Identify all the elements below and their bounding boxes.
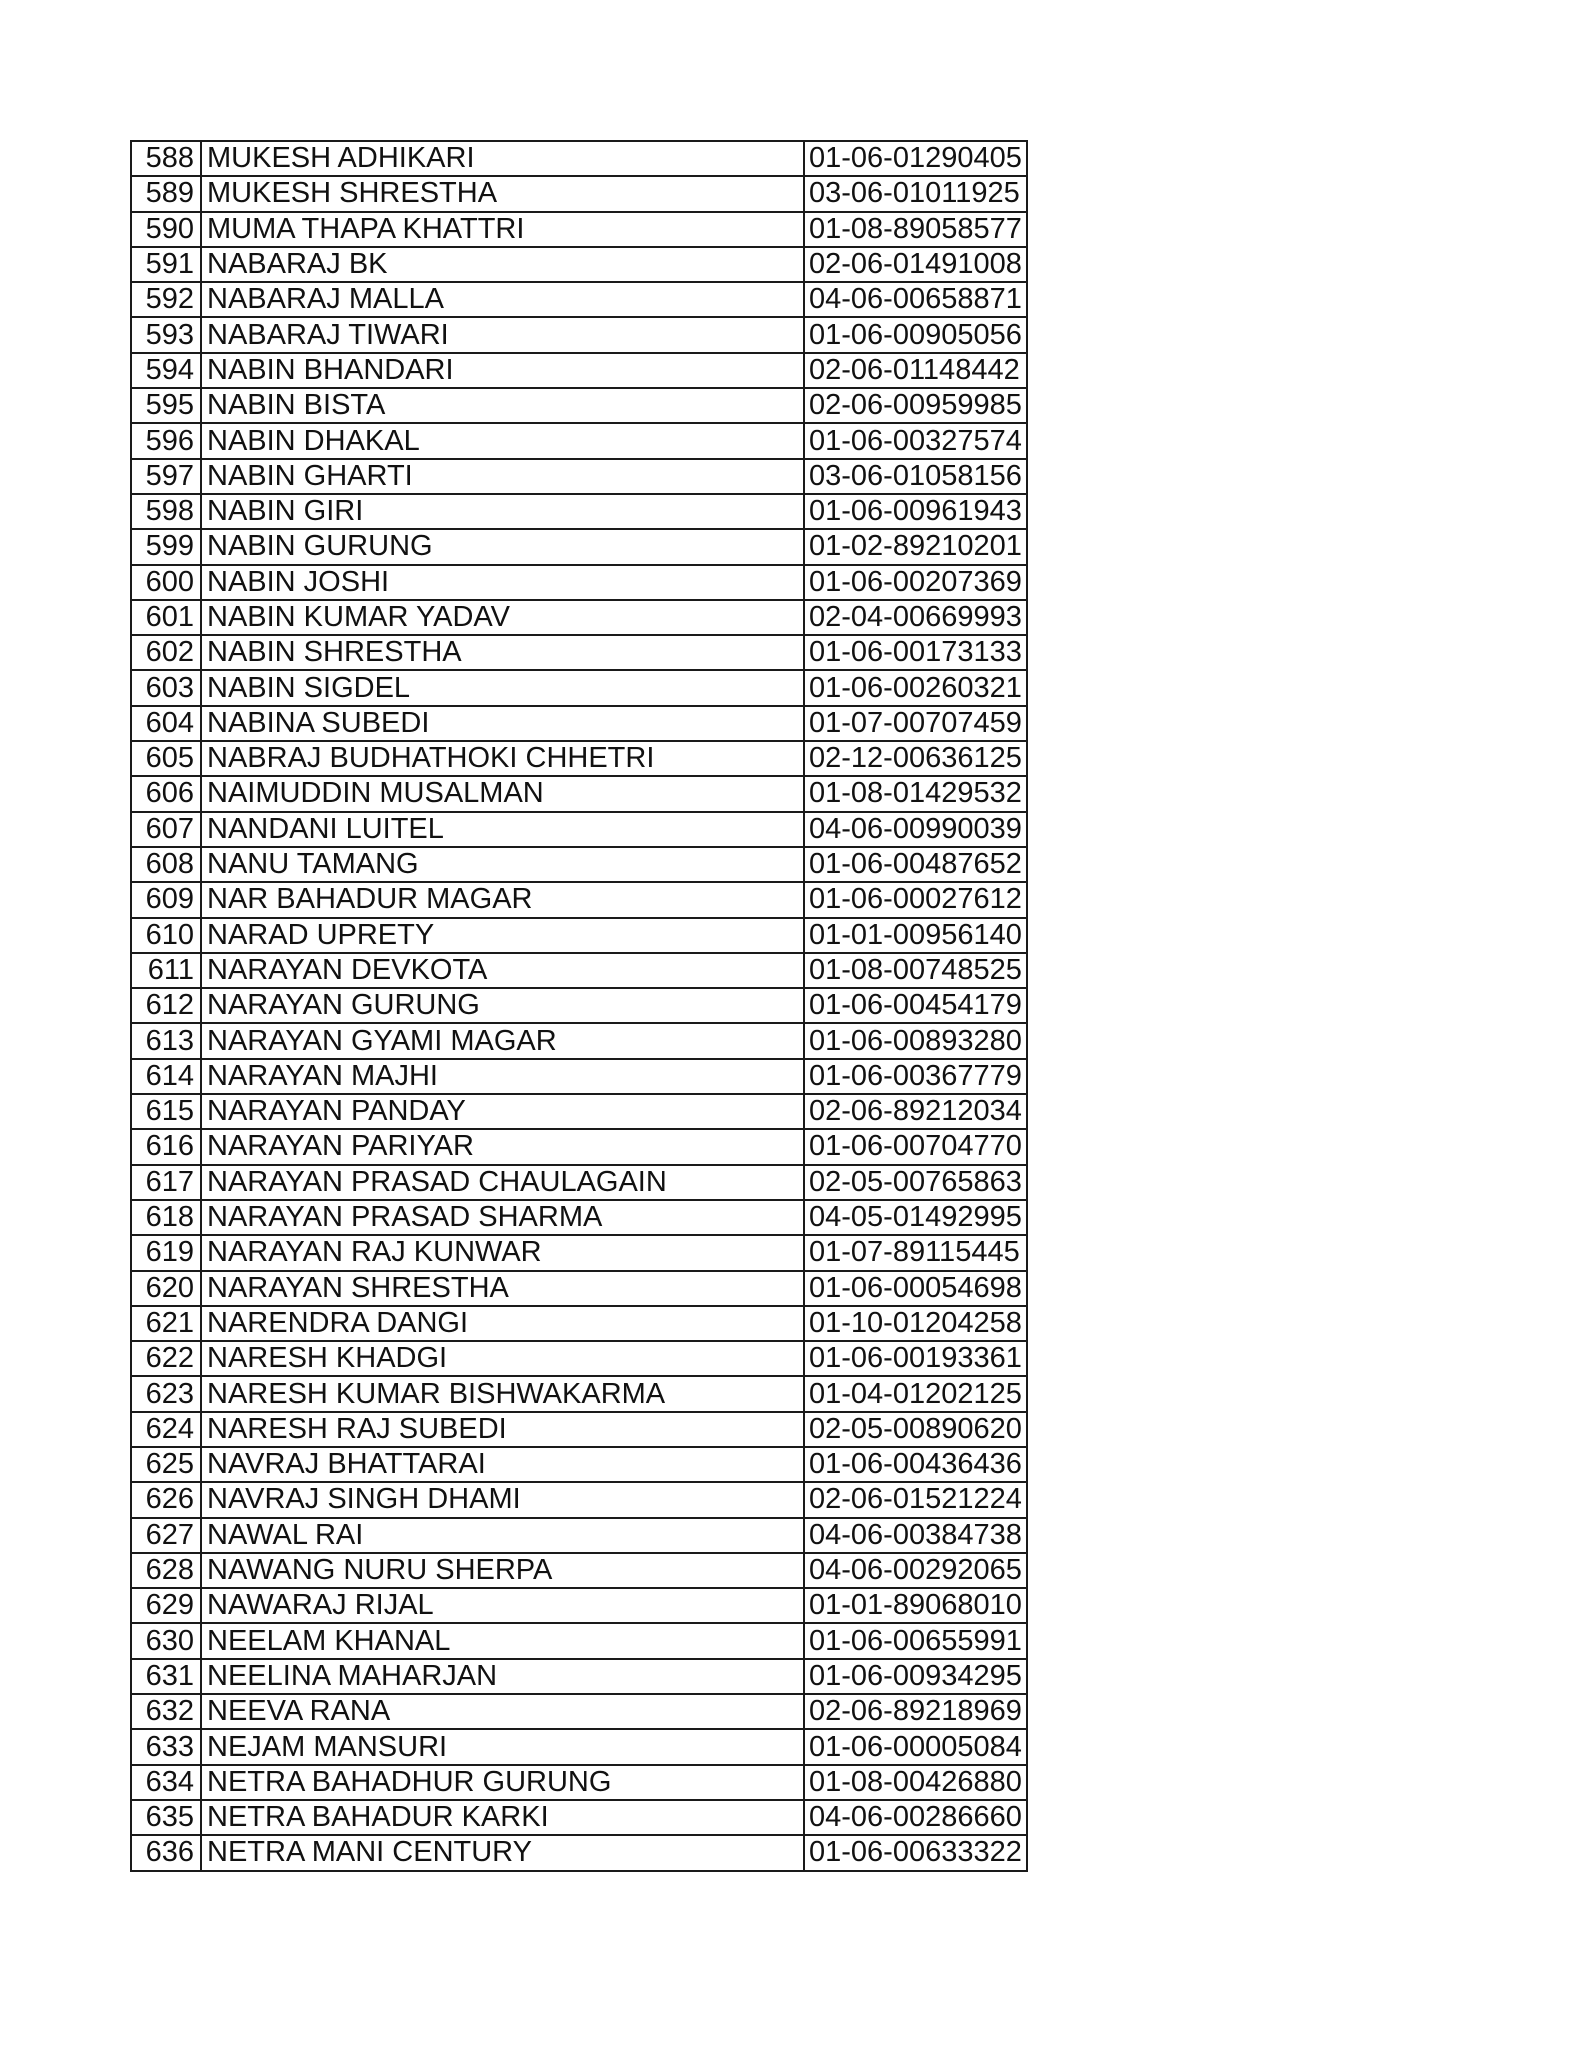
row-number-cell: 627 bbox=[131, 1518, 201, 1553]
table-row bbox=[131, 1412, 1027, 1447]
name-cell: NARAYAN MAJHI bbox=[201, 1059, 804, 1094]
table-row bbox=[131, 1165, 1027, 1200]
id-number-cell: 01-08-00426880 bbox=[804, 1765, 1027, 1800]
row-number-cell: 614 bbox=[131, 1059, 201, 1094]
table-row bbox=[131, 635, 1027, 670]
name-cell: NABIN KUMAR YADAV bbox=[201, 600, 804, 635]
row-number-cell: 594 bbox=[131, 353, 201, 388]
table-row bbox=[131, 1376, 1027, 1411]
row-number-cell: 606 bbox=[131, 776, 201, 811]
name-cell: NETRA MANI CENTURY bbox=[201, 1835, 804, 1870]
row-number-cell: 609 bbox=[131, 882, 201, 917]
name-cell: NARESH KHADGI bbox=[201, 1341, 804, 1376]
id-number-cell: 01-08-01429532 bbox=[804, 776, 1027, 811]
id-number-cell: 02-04-00669993 bbox=[804, 600, 1027, 635]
table-row bbox=[131, 847, 1027, 882]
name-cell: NAIMUDDIN MUSALMAN bbox=[201, 776, 804, 811]
table-row bbox=[131, 1341, 1027, 1376]
table-row bbox=[131, 1588, 1027, 1623]
row-number-cell: 628 bbox=[131, 1553, 201, 1588]
row-number-cell: 616 bbox=[131, 1129, 201, 1164]
id-number-cell: 02-06-01521224 bbox=[804, 1482, 1027, 1517]
name-cell: NETRA BAHADUR KARKI bbox=[201, 1800, 804, 1835]
id-number-cell: 02-05-00765863 bbox=[804, 1165, 1027, 1200]
table-row bbox=[131, 670, 1027, 705]
table-row bbox=[131, 1800, 1027, 1835]
table-row bbox=[131, 1094, 1027, 1129]
row-number-cell: 610 bbox=[131, 918, 201, 953]
id-number-cell: 01-06-00005084 bbox=[804, 1729, 1027, 1764]
table-row bbox=[131, 1659, 1027, 1694]
row-number-cell: 619 bbox=[131, 1235, 201, 1270]
name-cell: NABIN BISTA bbox=[201, 388, 804, 423]
name-cell: NEJAM MANSURI bbox=[201, 1729, 804, 1764]
name-cell: MUKESH SHRESTHA bbox=[201, 176, 804, 211]
id-number-cell: 03-06-01058156 bbox=[804, 459, 1027, 494]
name-cell: NARAD UPRETY bbox=[201, 918, 804, 953]
table-row bbox=[131, 1235, 1027, 1270]
row-number-cell: 593 bbox=[131, 317, 201, 352]
id-number-cell: 01-06-00961943 bbox=[804, 494, 1027, 529]
name-cell: MUKESH ADHIKARI bbox=[201, 141, 804, 176]
id-number-cell: 02-06-89218969 bbox=[804, 1694, 1027, 1729]
name-cell: NABIN BHANDARI bbox=[201, 353, 804, 388]
roster-table bbox=[130, 140, 1028, 1872]
table-row bbox=[131, 1518, 1027, 1553]
table-row bbox=[131, 1059, 1027, 1094]
id-number-cell: 01-06-00934295 bbox=[804, 1659, 1027, 1694]
id-number-cell: 01-06-00454179 bbox=[804, 988, 1027, 1023]
table-row bbox=[131, 988, 1027, 1023]
name-cell: NABIN SHRESTHA bbox=[201, 635, 804, 670]
name-cell: MUMA THAPA KHATTRI bbox=[201, 212, 804, 247]
id-number-cell: 02-06-01491008 bbox=[804, 247, 1027, 282]
id-number-cell: 01-06-00633322 bbox=[804, 1835, 1027, 1870]
name-cell: NARESH RAJ SUBEDI bbox=[201, 1412, 804, 1447]
table-row bbox=[131, 494, 1027, 529]
id-number-cell: 01-01-00956140 bbox=[804, 918, 1027, 953]
name-cell: NARAYAN GYAMI MAGAR bbox=[201, 1023, 804, 1058]
id-number-cell: 01-06-00655991 bbox=[804, 1623, 1027, 1658]
name-cell: NAWAL RAI bbox=[201, 1518, 804, 1553]
table-row bbox=[131, 918, 1027, 953]
table-row bbox=[131, 1835, 1027, 1870]
name-cell: NANU TAMANG bbox=[201, 847, 804, 882]
id-number-cell: 04-06-00658871 bbox=[804, 282, 1027, 317]
id-number-cell: 01-06-00260321 bbox=[804, 670, 1027, 705]
id-number-cell: 01-06-00054698 bbox=[804, 1271, 1027, 1306]
row-number-cell: 605 bbox=[131, 741, 201, 776]
id-number-cell: 04-06-00292065 bbox=[804, 1553, 1027, 1588]
row-number-cell: 618 bbox=[131, 1200, 201, 1235]
name-cell: NABARAJ MALLA bbox=[201, 282, 804, 317]
id-number-cell: 01-06-00704770 bbox=[804, 1129, 1027, 1164]
table-row bbox=[131, 1306, 1027, 1341]
name-cell: NANDANI LUITEL bbox=[201, 812, 804, 847]
id-number-cell: 01-06-00193361 bbox=[804, 1341, 1027, 1376]
name-cell: NEELAM KHANAL bbox=[201, 1623, 804, 1658]
table-row bbox=[131, 776, 1027, 811]
table-row bbox=[131, 141, 1027, 176]
table-row bbox=[131, 1729, 1027, 1764]
table-row bbox=[131, 565, 1027, 600]
table-row bbox=[131, 1694, 1027, 1729]
row-number-cell: 636 bbox=[131, 1835, 201, 1870]
row-number-cell: 590 bbox=[131, 212, 201, 247]
name-cell: NARAYAN PANDAY bbox=[201, 1094, 804, 1129]
name-cell: NABIN GHARTI bbox=[201, 459, 804, 494]
id-number-cell: 03-06-01011925 bbox=[804, 176, 1027, 211]
row-number-cell: 611 bbox=[131, 953, 201, 988]
row-number-cell: 597 bbox=[131, 459, 201, 494]
name-cell: NARAYAN RAJ KUNWAR bbox=[201, 1235, 804, 1270]
name-cell: NETRA BAHADHUR GURUNG bbox=[201, 1765, 804, 1800]
name-cell: NAWANG NURU SHERPA bbox=[201, 1553, 804, 1588]
name-cell: NARENDRA DANGI bbox=[201, 1306, 804, 1341]
row-number-cell: 629 bbox=[131, 1588, 201, 1623]
name-cell: NABIN GURUNG bbox=[201, 529, 804, 564]
row-number-cell: 635 bbox=[131, 1800, 201, 1835]
id-number-cell: 02-06-00959985 bbox=[804, 388, 1027, 423]
id-number-cell: 02-06-01148442 bbox=[804, 353, 1027, 388]
id-number-cell: 02-05-00890620 bbox=[804, 1412, 1027, 1447]
id-number-cell: 01-06-00327574 bbox=[804, 423, 1027, 458]
row-number-cell: 596 bbox=[131, 423, 201, 458]
id-number-cell: 01-06-00027612 bbox=[804, 882, 1027, 917]
id-number-cell: 01-06-00436436 bbox=[804, 1447, 1027, 1482]
table-row bbox=[131, 282, 1027, 317]
row-number-cell: 607 bbox=[131, 812, 201, 847]
row-number-cell: 591 bbox=[131, 247, 201, 282]
id-number-cell: 01-07-00707459 bbox=[804, 706, 1027, 741]
row-number-cell: 634 bbox=[131, 1765, 201, 1800]
name-cell: NABIN JOSHI bbox=[201, 565, 804, 600]
table-row bbox=[131, 882, 1027, 917]
id-number-cell: 01-06-00905056 bbox=[804, 317, 1027, 352]
table-row bbox=[131, 1023, 1027, 1058]
id-number-cell: 01-06-01290405 bbox=[804, 141, 1027, 176]
table-row bbox=[131, 741, 1027, 776]
name-cell: NAVRAJ SINGH DHAMI bbox=[201, 1482, 804, 1517]
name-cell: NEEVA RANA bbox=[201, 1694, 804, 1729]
row-number-cell: 603 bbox=[131, 670, 201, 705]
name-cell: NARAYAN PRASAD SHARMA bbox=[201, 1200, 804, 1235]
row-number-cell: 630 bbox=[131, 1623, 201, 1658]
table-row bbox=[131, 1129, 1027, 1164]
id-number-cell: 04-06-00990039 bbox=[804, 812, 1027, 847]
row-number-cell: 602 bbox=[131, 635, 201, 670]
table-row bbox=[131, 1482, 1027, 1517]
table-row bbox=[131, 353, 1027, 388]
table-row bbox=[131, 176, 1027, 211]
name-cell: NARESH KUMAR BISHWAKARMA bbox=[201, 1376, 804, 1411]
id-number-cell: 01-02-89210201 bbox=[804, 529, 1027, 564]
table-row bbox=[131, 1200, 1027, 1235]
id-number-cell: 01-06-00173133 bbox=[804, 635, 1027, 670]
id-number-cell: 01-06-00367779 bbox=[804, 1059, 1027, 1094]
row-number-cell: 632 bbox=[131, 1694, 201, 1729]
table-row bbox=[131, 1623, 1027, 1658]
row-number-cell: 600 bbox=[131, 565, 201, 600]
name-cell: NAR BAHADUR MAGAR bbox=[201, 882, 804, 917]
table-row bbox=[131, 1447, 1027, 1482]
table-row bbox=[131, 459, 1027, 494]
row-number-cell: 598 bbox=[131, 494, 201, 529]
row-number-cell: 615 bbox=[131, 1094, 201, 1129]
row-number-cell: 599 bbox=[131, 529, 201, 564]
name-cell: NABIN DHAKAL bbox=[201, 423, 804, 458]
row-number-cell: 631 bbox=[131, 1659, 201, 1694]
id-number-cell: 04-05-01492995 bbox=[804, 1200, 1027, 1235]
row-number-cell: 626 bbox=[131, 1482, 201, 1517]
table-row bbox=[131, 212, 1027, 247]
row-number-cell: 604 bbox=[131, 706, 201, 741]
row-number-cell: 620 bbox=[131, 1271, 201, 1306]
name-cell: NABARAJ TIWARI bbox=[201, 317, 804, 352]
id-number-cell: 04-06-00286660 bbox=[804, 1800, 1027, 1835]
name-cell: NAVRAJ BHATTARAI bbox=[201, 1447, 804, 1482]
name-cell: NAWARAJ RIJAL bbox=[201, 1588, 804, 1623]
name-cell: NARAYAN PARIYAR bbox=[201, 1129, 804, 1164]
name-cell: NARAYAN PRASAD CHAULAGAIN bbox=[201, 1165, 804, 1200]
row-number-cell: 633 bbox=[131, 1729, 201, 1764]
table-row bbox=[131, 423, 1027, 458]
table-row bbox=[131, 317, 1027, 352]
table-row bbox=[131, 1271, 1027, 1306]
name-cell: NABARAJ BK bbox=[201, 247, 804, 282]
id-number-cell: 01-06-00893280 bbox=[804, 1023, 1027, 1058]
row-number-cell: 592 bbox=[131, 282, 201, 317]
id-number-cell: 01-10-01204258 bbox=[804, 1306, 1027, 1341]
table-row bbox=[131, 388, 1027, 423]
row-number-cell: 625 bbox=[131, 1447, 201, 1482]
id-number-cell: 02-06-89212034 bbox=[804, 1094, 1027, 1129]
row-number-cell: 622 bbox=[131, 1341, 201, 1376]
name-cell: NABIN SIGDEL bbox=[201, 670, 804, 705]
id-number-cell: 01-01-89068010 bbox=[804, 1588, 1027, 1623]
roster-table-body bbox=[131, 141, 1027, 1871]
id-number-cell: 04-06-00384738 bbox=[804, 1518, 1027, 1553]
id-number-cell: 01-04-01202125 bbox=[804, 1376, 1027, 1411]
table-row bbox=[131, 953, 1027, 988]
row-number-cell: 608 bbox=[131, 847, 201, 882]
row-number-cell: 621 bbox=[131, 1306, 201, 1341]
name-cell: NABINA SUBEDI bbox=[201, 706, 804, 741]
row-number-cell: 595 bbox=[131, 388, 201, 423]
row-number-cell: 588 bbox=[131, 141, 201, 176]
row-number-cell: 612 bbox=[131, 988, 201, 1023]
table-row bbox=[131, 706, 1027, 741]
table-row bbox=[131, 1765, 1027, 1800]
row-number-cell: 624 bbox=[131, 1412, 201, 1447]
table-row bbox=[131, 600, 1027, 635]
name-cell: NARAYAN GURUNG bbox=[201, 988, 804, 1023]
id-number-cell: 01-06-00487652 bbox=[804, 847, 1027, 882]
row-number-cell: 601 bbox=[131, 600, 201, 635]
row-number-cell: 613 bbox=[131, 1023, 201, 1058]
name-cell: NARAYAN DEVKOTA bbox=[201, 953, 804, 988]
name-cell: NABRAJ BUDHATHOKI CHHETRI bbox=[201, 741, 804, 776]
id-number-cell: 01-07-89115445 bbox=[804, 1235, 1027, 1270]
table-row bbox=[131, 812, 1027, 847]
id-number-cell: 01-06-00207369 bbox=[804, 565, 1027, 600]
row-number-cell: 623 bbox=[131, 1376, 201, 1411]
table-row bbox=[131, 529, 1027, 564]
id-number-cell: 01-08-00748525 bbox=[804, 953, 1027, 988]
name-cell: NABIN GIRI bbox=[201, 494, 804, 529]
name-cell: NEELINA MAHARJAN bbox=[201, 1659, 804, 1694]
table-row bbox=[131, 1553, 1027, 1588]
id-number-cell: 01-08-89058577 bbox=[804, 212, 1027, 247]
name-cell: NARAYAN SHRESTHA bbox=[201, 1271, 804, 1306]
row-number-cell: 617 bbox=[131, 1165, 201, 1200]
table-row bbox=[131, 247, 1027, 282]
row-number-cell: 589 bbox=[131, 176, 201, 211]
id-number-cell: 02-12-00636125 bbox=[804, 741, 1027, 776]
